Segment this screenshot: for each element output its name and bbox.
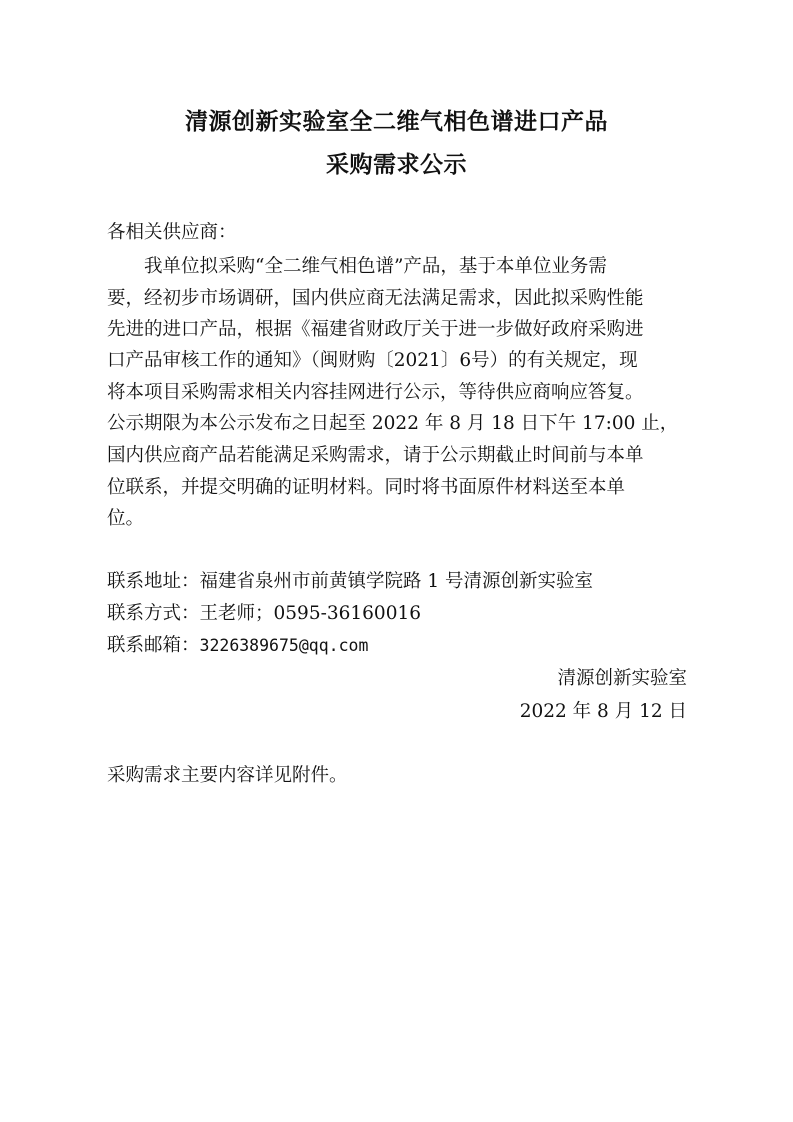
signature-date: 2022 年 8 月 12 日	[519, 701, 687, 722]
contact-email-value: 3226389675@qq.com	[199, 636, 369, 655]
body-line: 先进的进口产品，根据《福建省财政厅关于进一步做好政府采购进	[107, 319, 644, 340]
body-line: 位。	[107, 508, 145, 529]
salutation: 各相关供应商：	[107, 222, 237, 243]
document-title-line-1: 清源创新实验室全二维气相色谱进口产品	[185, 108, 608, 135]
contact-address-label: 联系地址：	[107, 571, 200, 592]
body-line: 我单位拟采购“全二维气相色谱”产品，基于本单位业务需	[144, 256, 607, 277]
contact-email-row	[107, 633, 368, 659]
contact-address-row	[107, 569, 593, 595]
body-line: 公示期限为本公示发布之日起至 2022 年 8 月 18 日下午 17:00 止，	[107, 413, 679, 434]
contact-email-label: 联系邮箱：	[107, 635, 200, 656]
contact-address-value: 福建省泉州市前黄镇学院路 1 号清源创新实验室	[199, 571, 594, 592]
document-title-line-2: 采购需求公示	[326, 151, 467, 178]
body-line: 要，经初步市场调研，国内供应商无法满足需求，因此拟采购性能	[107, 288, 644, 309]
body-line: 将本项目采购需求相关内容挂网进行公示，等待供应商响应答复。	[107, 382, 644, 403]
body-line: 位联系，并提交明确的证明材料。同时将书面原件材料送至本单	[107, 477, 626, 498]
contact-method-row	[107, 601, 421, 627]
signature-organization: 清源创新实验室	[557, 668, 687, 689]
contact-method-value: 王老师；0595-36160016	[199, 603, 422, 624]
body-line: 国内供应商产品若能满足采购需求，请于公示期截止时间前与本单	[107, 445, 644, 466]
body-line: 口产品审核工作的通知》（闽财购〔2021〕6号）的有关规定，现	[107, 350, 638, 371]
attachment-note: 采购需求主要内容详见附件。	[107, 765, 348, 786]
contact-method-label: 联系方式：	[107, 603, 200, 624]
